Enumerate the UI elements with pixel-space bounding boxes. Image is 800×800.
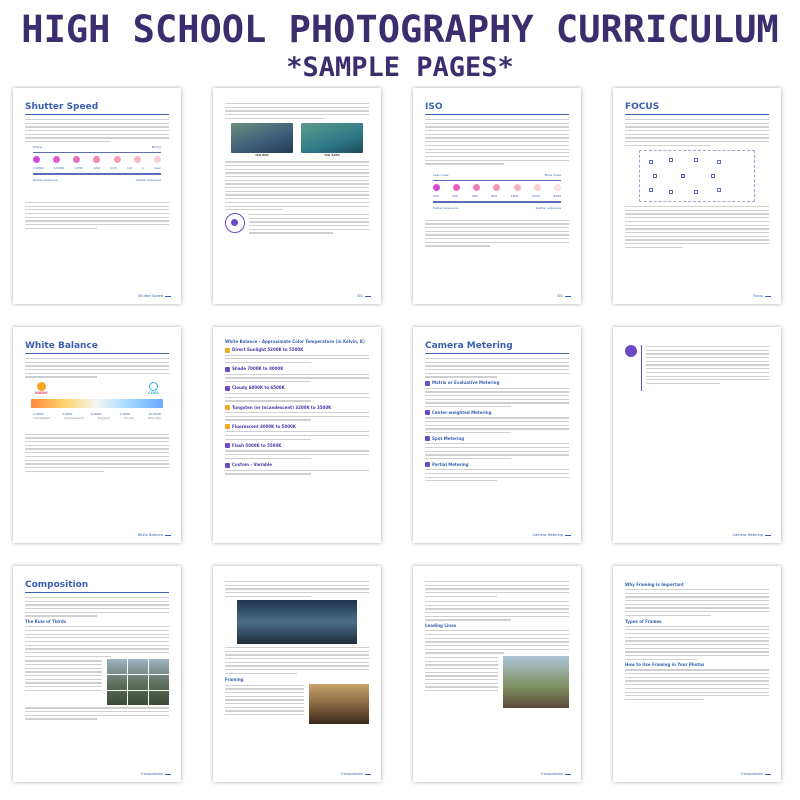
arrow xyxy=(33,152,161,154)
partial-metering-icon xyxy=(425,462,430,467)
center-weighted-icon xyxy=(425,410,430,415)
page-footer: ISO xyxy=(557,294,571,298)
leading-lines-photo xyxy=(237,600,357,644)
page-footer: Shutter Speed xyxy=(138,294,171,298)
page-footer: Composition xyxy=(741,772,771,776)
label-darker: Darker exposure xyxy=(433,205,458,210)
shutter-speeds: 1/4000 1/1000 1/250 1/60 1/15 1/4 1 1sec xyxy=(33,166,161,171)
label-lighter: Lighter exposure xyxy=(135,177,161,182)
snowflake-icon xyxy=(149,382,158,391)
iso-dots xyxy=(433,184,561,191)
photo-iso-3200 xyxy=(301,123,363,153)
kelvin-gradient-bar xyxy=(31,399,163,408)
sample-page-composition xyxy=(13,566,181,782)
sample-page-camera-metering: Camera Metering Matrix or Evaluative Metering Center-weighted Metering Spot Metering Partial Metering Camera Metering xyxy=(413,327,581,543)
page-footer: Camera Metering xyxy=(533,533,571,537)
label-less-noise: Less noise xyxy=(433,172,449,177)
sample-page-white-balance xyxy=(13,327,181,543)
section-heading: Why Framing is Important xyxy=(625,582,684,587)
section-heading: The Rule of Thirds xyxy=(25,619,67,625)
framing-photo xyxy=(309,684,369,724)
page-heading: Composition xyxy=(25,580,169,593)
custom-icon xyxy=(225,463,230,468)
section-heading: Framing xyxy=(225,676,244,682)
sample-page-iso-continued: ISO 800 ISO 3200 ISO xyxy=(213,88,381,304)
sample-page-iso xyxy=(413,88,581,304)
page-footer: Composition xyxy=(141,772,171,776)
arrow xyxy=(433,180,561,182)
shade-icon xyxy=(225,367,230,372)
focus-points-diagram xyxy=(639,150,755,202)
matrix-metering-icon xyxy=(425,381,430,386)
sample-page-shutter-speed xyxy=(13,88,181,304)
sample-page-wb-temperatures: White Balance - Approximate Color Temperature (in Kelvin, K) Direct Sunlight 5200K to 5500K Shade 7000K to 8000K Cloudy 6000K to 6500K Tungsten (or Incandescent) 3200K to 3500K Fluorescent 4000K to 5000K Flash 5000K to 5500K Custom - Variable xyxy=(213,327,381,543)
bulb-icon xyxy=(225,405,230,410)
label-sharp: Sharp xyxy=(33,144,42,149)
page-footer: White Balance xyxy=(138,533,171,537)
page-footer: Focus xyxy=(753,294,771,298)
page-footer: ISO xyxy=(357,294,371,298)
page-footer: Camera Metering xyxy=(733,533,771,537)
page-footer: Composition xyxy=(341,772,371,776)
tip-icon xyxy=(225,213,245,233)
flash-icon xyxy=(225,443,230,448)
sample-page-metering-continued xyxy=(613,327,781,543)
cloud-icon xyxy=(225,386,230,391)
page-footer: Composition xyxy=(541,772,571,776)
section-heading: Leading Lines xyxy=(425,623,457,629)
kelvin-values: 1,000K 3,000K 5,000K 7,000K 10,000K xyxy=(33,411,161,416)
fluorescent-icon xyxy=(225,424,230,429)
kelvin-labels: Candlelight Incandescent Daylight Cloudy Blue Sky xyxy=(33,415,161,420)
cool-indicator: COOL xyxy=(148,382,159,395)
page-title: HIGH SCHOOL PHOTOGRAPHY CURRICULUM xyxy=(21,8,779,51)
page-heading: Shutter Speed xyxy=(25,102,169,115)
label-darker: Darker exposure xyxy=(33,177,58,182)
page-heading: FOCUS xyxy=(625,102,769,115)
label-lighter: Lighter exposure xyxy=(535,205,561,210)
shutter-dots xyxy=(33,156,161,163)
leading-lines-path-photo xyxy=(503,656,569,708)
sun-icon xyxy=(37,382,46,391)
page-heading: Camera Metering xyxy=(425,341,569,354)
page-heading: White Balance xyxy=(25,341,169,354)
page-subtitle: *SAMPLE PAGES* xyxy=(286,52,514,83)
arrow xyxy=(433,201,561,203)
sample-page-composition-framing-types xyxy=(613,566,781,782)
page-heading: ISO xyxy=(425,102,569,115)
label-more-noise: More noise xyxy=(544,172,561,177)
section-heading: How to Use Framing in Your Photos xyxy=(625,662,705,668)
page-heading: White Balance - Approximate Color Temperature (in Kelvin, K) xyxy=(225,339,365,344)
sample-page-focus xyxy=(613,88,781,304)
rule-of-thirds-photo xyxy=(107,659,169,705)
section-heading: Types of Frames xyxy=(625,618,662,624)
warm-indicator: WARM xyxy=(35,382,48,395)
spot-metering-icon xyxy=(425,436,430,441)
sample-page-composition-framing xyxy=(213,566,381,782)
photo-iso-800 xyxy=(231,123,293,153)
iso-values: 100 200 400 800 1600 3200 6400 xyxy=(433,194,561,199)
label-blurry: Blurry xyxy=(152,144,161,149)
sample-page-composition-leading-lines xyxy=(413,566,581,782)
arrow xyxy=(33,173,161,175)
sun-icon xyxy=(225,348,230,353)
tip-icon xyxy=(625,345,637,357)
